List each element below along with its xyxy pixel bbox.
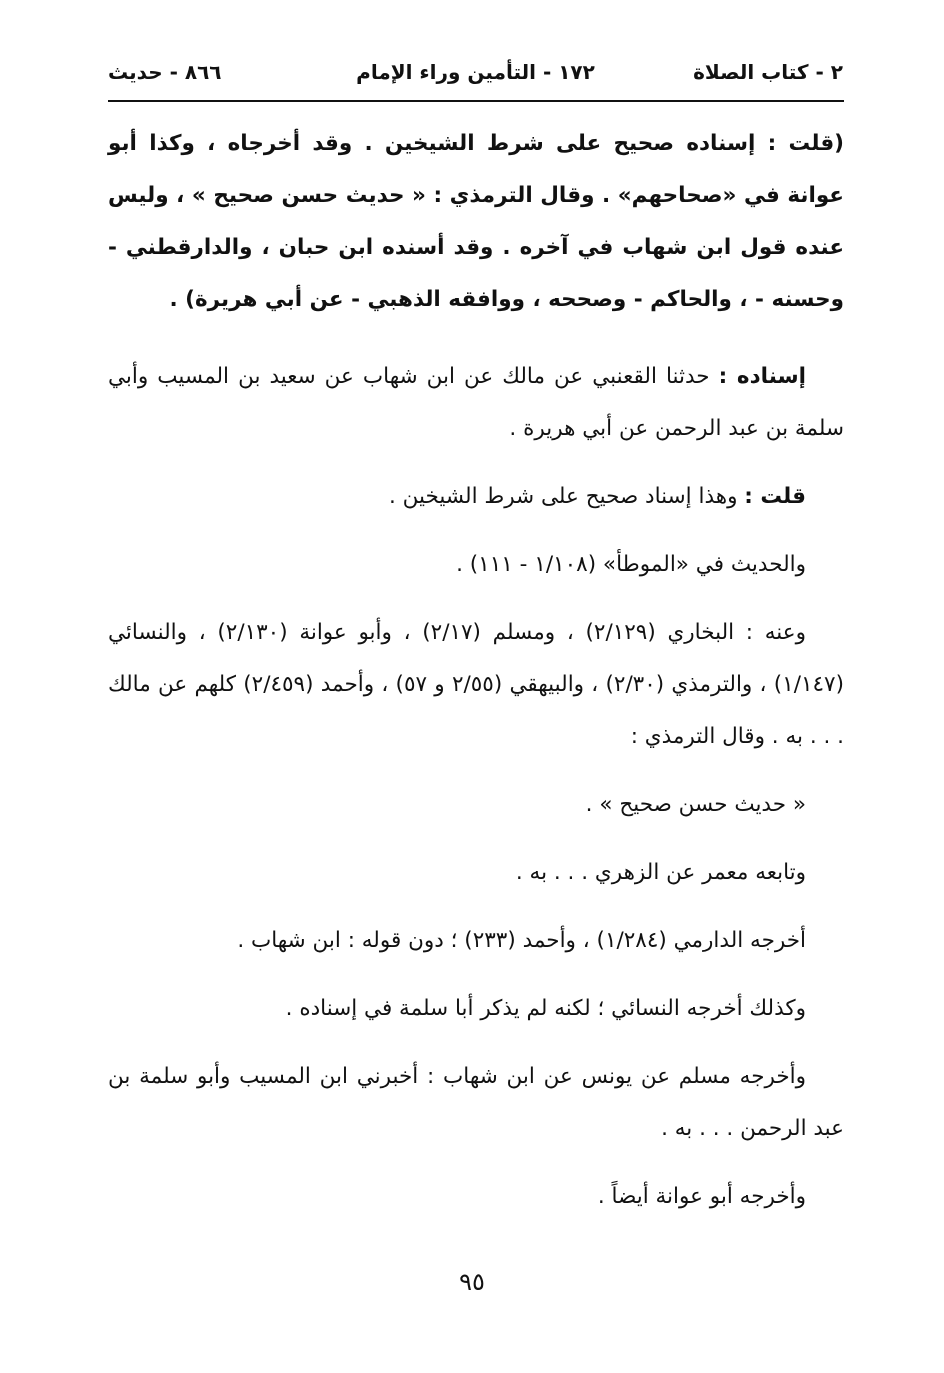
paragraph-label: قلت :: [744, 484, 806, 509]
tirmidhi-quote-paragraph: [108, 779, 844, 831]
paragraph-text: وكذلك أخرجه النسائي ؛ لكنه لم يذكر أبا سلمة في إسناده .: [285, 996, 806, 1021]
page-body: [108, 118, 844, 1239]
paragraph-text: وأخرجه أبو عوانة أيضاً .: [597, 1184, 806, 1209]
paragraph-text: حدثنا القعنبي عن مالك عن ابن شهاب عن سعيد بن المسيب وأبي سلمة بن عبد الرحمن عن أبي هريرة .: [108, 364, 844, 441]
grading-paragraph: [108, 118, 844, 326]
abu-awana-paragraph: [108, 1171, 844, 1223]
header-chapter: ٢ - كتاب الصلاة: [693, 60, 843, 84]
darimi-paragraph: [108, 915, 844, 967]
mutaba-paragraph: [108, 847, 844, 899]
running-header: [108, 52, 843, 96]
paragraph-text: « حديث حسن صحيح » .: [585, 792, 806, 817]
page-number: ٩٥: [459, 1268, 485, 1296]
paragraph-text: (قلت : إسناده صحيح على شرط الشيخين . وقد أخرجاه ، وكذا أبو عوانة في «صحاحهم» . وقال الترمذي : « حديث حسن صحيح » ، وليس عنده قول ابن شهاب في آخره . وقد أسنده ابن حبان ، والدارقطني - وحسنه - ، والحاكم - وصححه ، ووافقه الذهبي - عن أبي هريرة) .: [108, 131, 844, 312]
paragraph-text: وعنه : البخاري (٢/١٢٩) ، ومسلم (٢/١٧) ، وأبو عوانة (٢/١٣٠) ، والنسائي (١/١٤٧) ، والترمذي (٢/٣٠) ، والبيهقي (٢/٥٥ و ٥٧) ، وأحمد (٢/٤٥٩) كلهم عن مالك . . . به . وقال الترمذي :: [108, 620, 844, 749]
remark-paragraph: [108, 471, 844, 523]
header-divider: [108, 100, 844, 102]
paragraph-text: وهذا إسناد صحيح على شرط الشيخين .: [388, 484, 745, 509]
paragraph-text: وتابعه معمر عن الزهري . . . به .: [515, 860, 806, 885]
paragraph-text: وأخرجه مسلم عن يونس عن ابن شهاب : أخبرني ابن المسيب وأبو سلمة بن عبد الرحمن . . . به .: [108, 1064, 844, 1141]
sources-paragraph: [108, 607, 844, 763]
paragraph-text: أخرجه الدارمي (١/٢٨٤) ، وأحمد (٢٣٣) ؛ دون قوله : ابن شهاب .: [237, 928, 806, 953]
header-hadith-count: ٨٦٦ - حديث: [108, 60, 222, 84]
isnad-paragraph: [108, 351, 844, 455]
paragraph-text: والحديث في «الموطأ» (١/١٠٨ - ١١١) .: [456, 552, 806, 577]
muslim-paragraph: [108, 1051, 844, 1155]
nasai-paragraph: [108, 983, 844, 1035]
paragraph-label: إسناده :: [718, 364, 806, 389]
muwatta-paragraph: [108, 539, 844, 591]
header-section: ١٧٢ - التأمين وراء الإمام: [356, 60, 595, 84]
